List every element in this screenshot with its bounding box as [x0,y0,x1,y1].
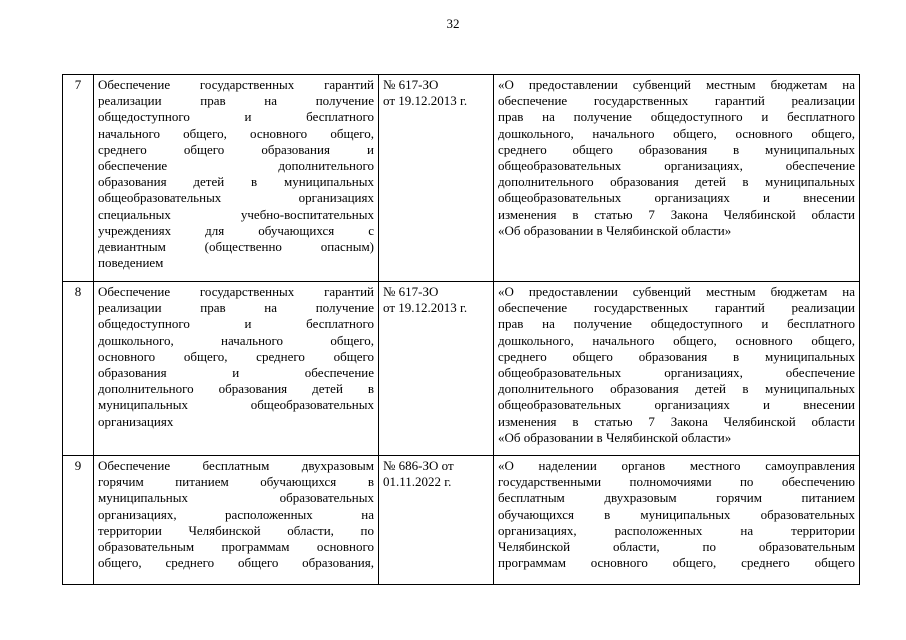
cell-line: прав на получение общедоступного и бесплатного [498,109,855,125]
page-number: 32 [446,16,460,31]
cell-line: от 19.12.2013 г. [383,93,468,109]
law-reference [379,282,494,456]
cell-line: общеобразовательных организациях и внесении [498,190,855,206]
cell-line: изменения в статью 7 Закона Челябинской области [498,413,855,429]
cell-line: государственными полномочиями по обеспечению [498,474,855,490]
cell-line: общеобразовательных организациях, обеспечение [498,158,855,174]
cell-line: № 617-ЗО [383,77,439,92]
cell-line: среднего общего образования в муниципальных [498,141,855,157]
table-row [63,75,860,282]
cell-line: общеобразовательных организациях [98,190,374,206]
cell-line: общеобразовательных организациях и внесении [498,397,855,413]
cell-line: муниципальных образовательных [98,490,374,506]
law-title [494,282,860,456]
cell-line: дополнительного образования детей в муниципальных [498,381,855,397]
law-title [494,75,860,282]
cell-line: организациях, расположенных на территории [498,522,855,538]
row-number: 7 [63,75,94,282]
cell-line: дополнительного образования детей в муниципальных [498,174,855,190]
cell-line: специальных учебно-воспитательных [98,206,374,222]
cell-line: Обеспечение государственных гарантий [98,284,374,299]
cell-line: дошкольного, начального общего, [98,332,374,348]
cell-line: обеспечение дополнительного [98,158,374,174]
cell-line: учреждениях для обучающихся с [98,222,374,238]
cell-line: от 19.12.2013 г. [383,300,468,316]
cell-line: обучающихся в муниципальных образовательных [498,506,855,522]
table-row [63,282,860,456]
cell-line: дополнительного образования детей в [98,381,374,397]
cell-line: дошкольного, начального общего, основного общего, [498,332,855,348]
cell-line: образовательным программам основного [98,539,374,555]
cell-line: обеспечение государственных гарантий реализации [498,300,855,316]
cell-line: образования и обеспечение [98,365,374,381]
cell-line: дошкольного, начального общего, основного общего, [498,125,855,141]
cell-line: № 617-ЗО [383,284,439,299]
cell-line: «О предоставлении субвенций местным бюджетам на [498,77,855,92]
cell-line: № 686-ЗО от [383,458,454,473]
cell-line: общеобразовательных организациях, обеспечение [498,365,855,381]
laws-table [62,74,860,585]
cell-line: муниципальных общеобразовательных [98,397,374,413]
cell-line: среднего общего образования в муниципальных [498,348,855,364]
cell-line: «Об образовании в Челябинской области» [498,222,732,238]
cell-line: общего, среднего общего образования, [98,555,374,571]
law-title [494,456,860,585]
cell-line: прав на получение общедоступного и бесплатного [498,316,855,332]
obligation-subject [94,282,379,456]
table-row [63,456,860,585]
cell-line: Обеспечение бесплатным двухразовым [98,458,374,473]
obligation-subject [94,456,379,585]
cell-line: обеспечение государственных гарантий реализации [498,93,855,109]
cell-line: образования детей в муниципальных [98,174,374,190]
cell-line: общедоступного и бесплатного [98,316,374,332]
cell-line: бесплатным двухразовым горячим питанием [498,490,855,506]
row-number: 8 [63,282,94,456]
law-reference [379,75,494,282]
cell-line: организациях [98,413,174,429]
laws-table-body [63,75,860,585]
cell-line: «О наделении органов местного самоуправления [498,458,855,473]
law-reference [379,456,494,585]
cell-line: начального общего, основного общего, [98,125,374,141]
obligation-subject [94,75,379,282]
cell-line: основного общего, среднего общего [98,348,374,364]
cell-line: Челябинской области, по образовательным [498,539,855,555]
cell-line: общедоступного и бесплатного [98,109,374,125]
cell-line: территории Челябинской области, по [98,522,374,538]
cell-line: горячим питанием обучающихся в [98,474,374,490]
cell-line: среднего общего образования и [98,141,374,157]
cell-line: программам основного общего, среднего общего [498,555,855,571]
cell-line: реализации прав на получение [98,300,374,316]
cell-line: изменения в статью 7 Закона Челябинской области [498,206,855,222]
cell-line: организациях, расположенных на [98,506,374,522]
cell-line: 01.11.2022 г. [383,474,452,490]
row-number: 9 [63,456,94,585]
cell-line: «Об образовании в Челябинской области» [498,429,732,445]
cell-line: реализации прав на получение [98,93,374,109]
cell-line: Обеспечение государственных гарантий [98,77,374,92]
cell-line: «О предоставлении субвенций местным бюджетам на [498,284,855,299]
cell-line: поведением [98,255,164,271]
cell-line: девиантным (общественно опасным) [98,239,374,255]
